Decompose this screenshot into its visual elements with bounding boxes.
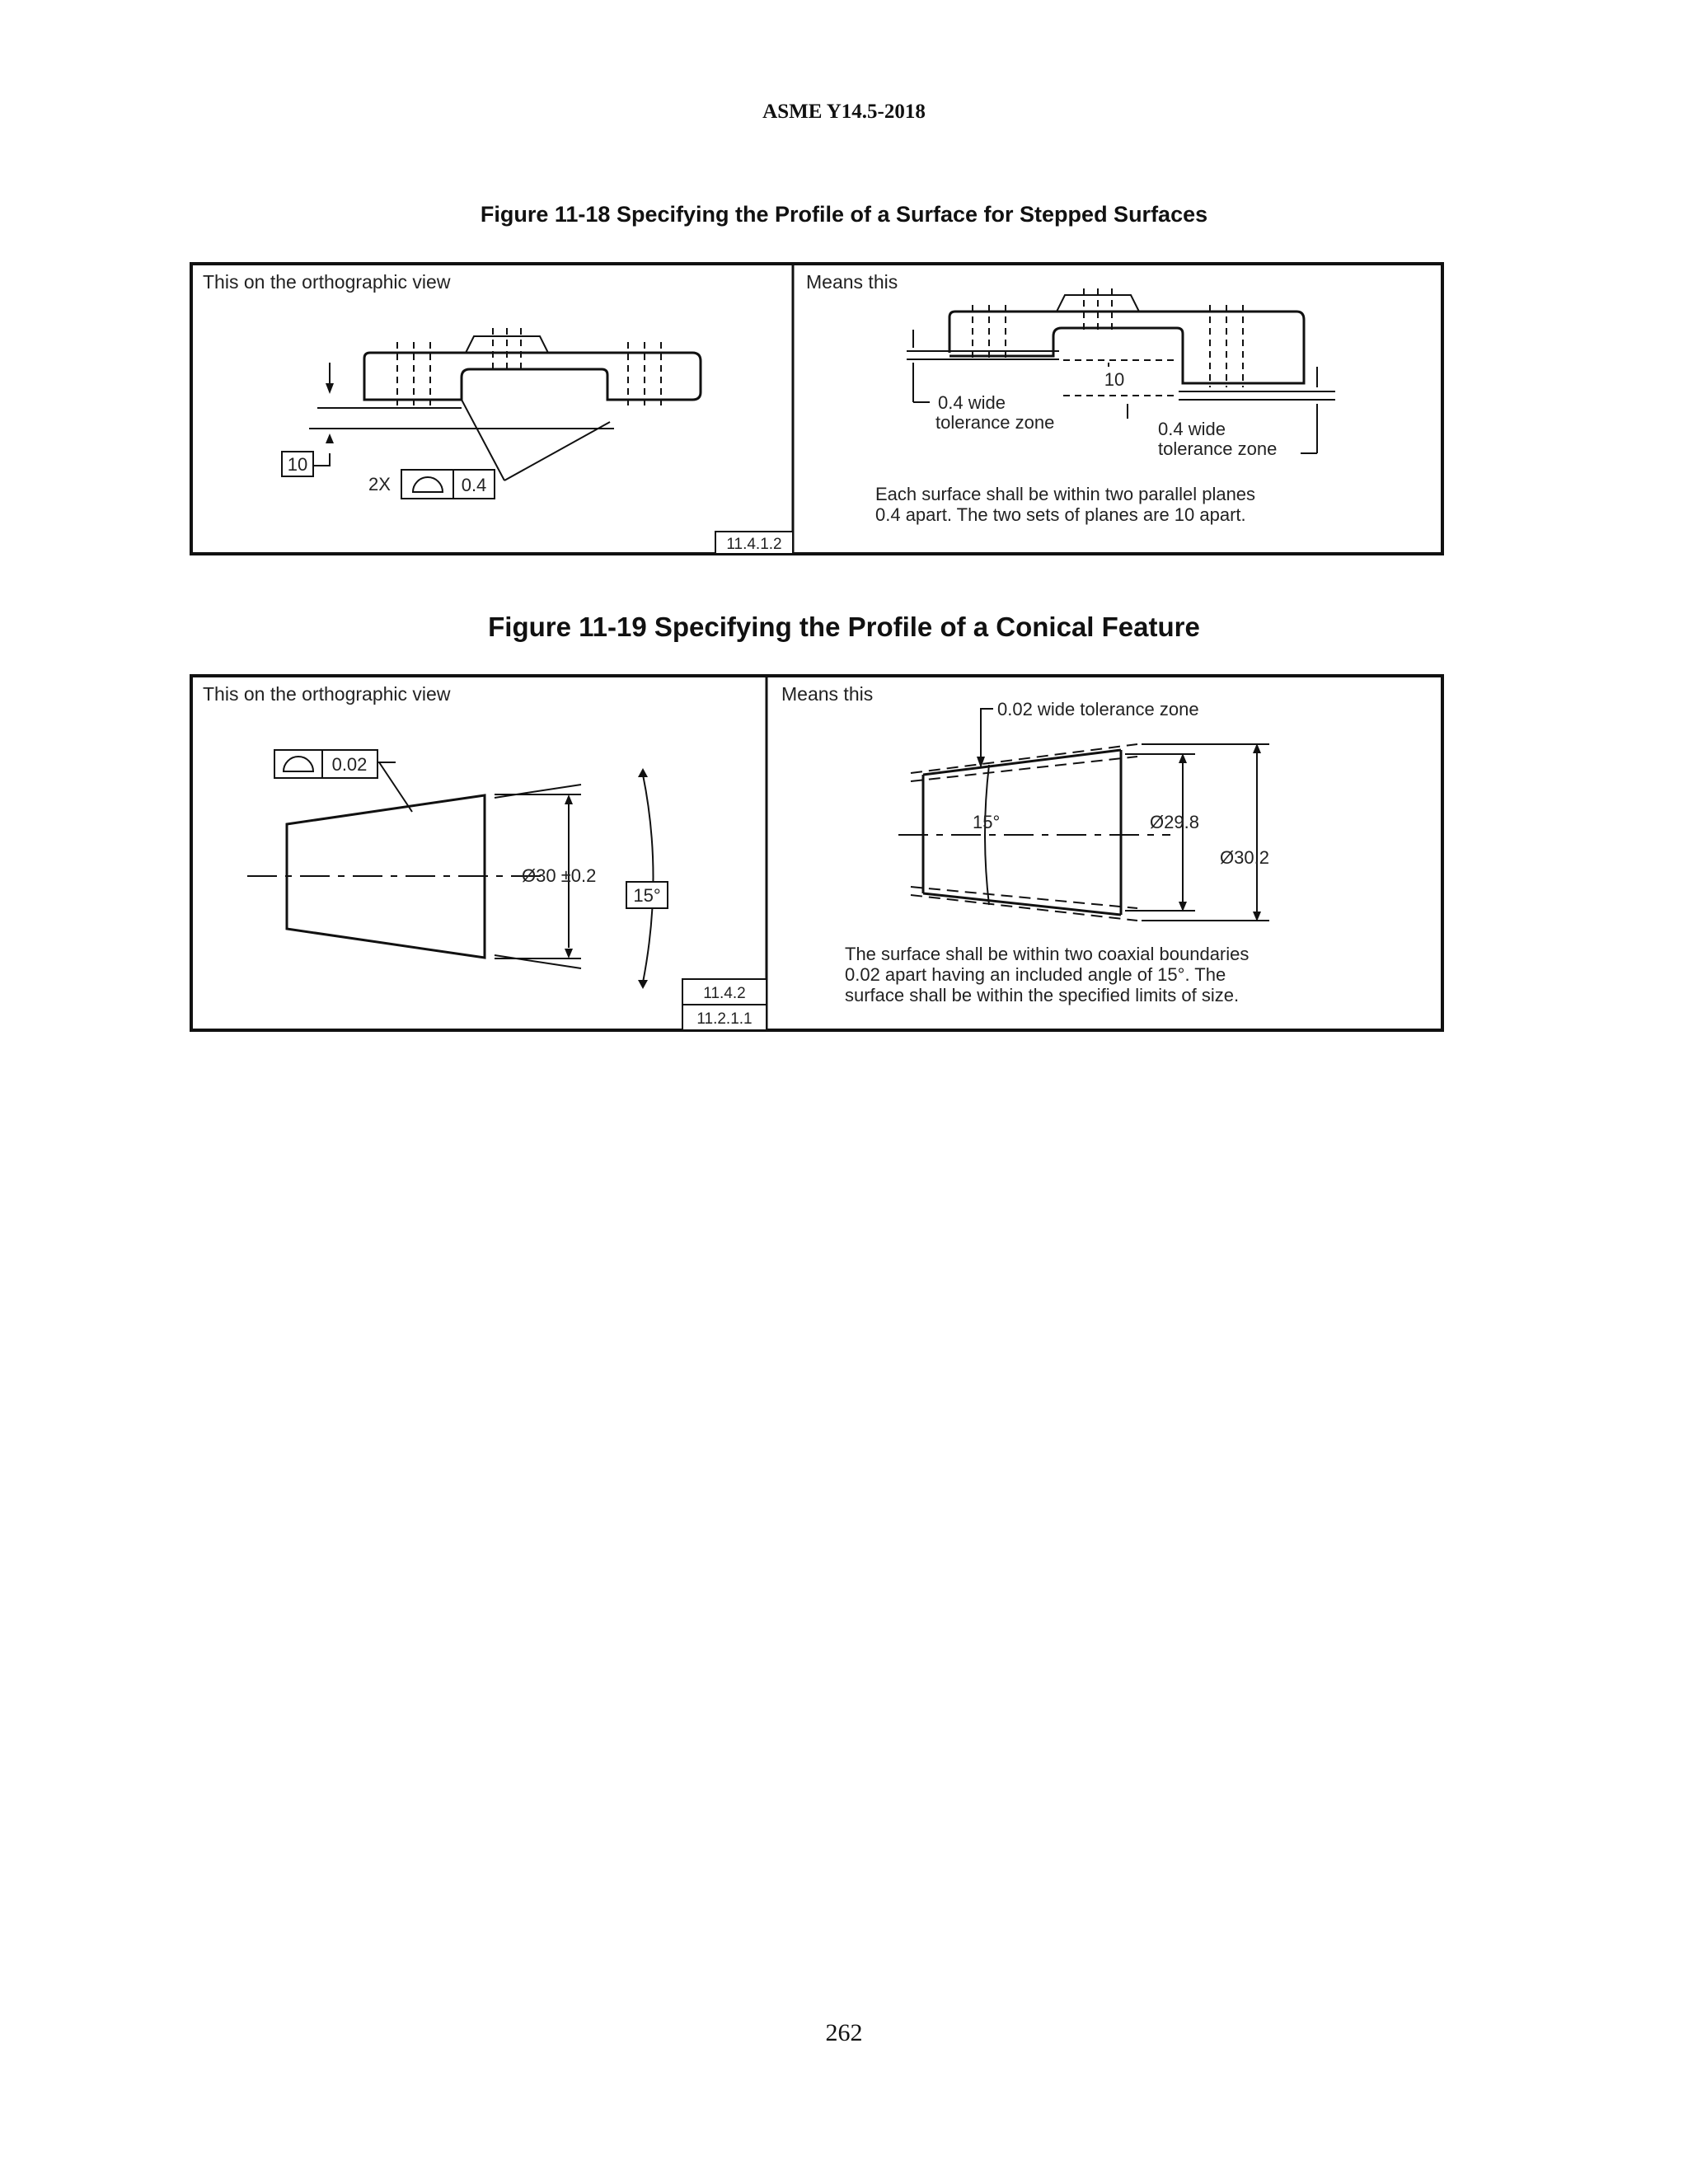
stepped-part-drawing — [309, 328, 701, 480]
figure-11-19 — [0, 659, 1688, 1038]
left-zone-line1: 0.4 wide — [938, 392, 1006, 413]
inner-diameter-label: Ø29.8 — [1150, 812, 1199, 832]
basic-dim-10: 10 — [287, 454, 308, 475]
zone-label: 0.02 wide tolerance zone — [997, 699, 1199, 719]
reference-11-4-1-2: 11.4.1.2 — [726, 536, 782, 553]
multiplier-label: 2X — [368, 474, 391, 494]
right-zone-line1: 0.4 wide — [1158, 419, 1226, 439]
document-header: ASME Y14.5-2018 — [762, 101, 926, 123]
explanation-line2: 0.4 apart. The two sets of planes are 10 apart. — [875, 504, 1246, 525]
explanation-line2: 0.02 apart having an included angle of 15°. The — [845, 964, 1226, 985]
angle-label: 15° — [973, 812, 1001, 832]
diameter-label: Ø30 ±0.2 — [522, 865, 597, 886]
figure-11-18 — [0, 247, 1688, 560]
explanation-line1: The surface shall be within two coaxial boundaries — [845, 944, 1250, 964]
reference-11-2-1-1: 11.2.1.1 — [696, 1010, 753, 1028]
left-caption: This on the orthographic view — [203, 271, 451, 293]
tolerance-value: 0.4 — [461, 475, 487, 495]
right-caption: Means this — [806, 271, 898, 293]
conical-zone-drawing — [898, 709, 1269, 921]
right-dim-10: 10 — [1104, 369, 1125, 390]
left-caption: This on the orthographic view — [203, 683, 451, 705]
outer-diameter-label: Ø30.2 — [1220, 847, 1269, 868]
feature-control-frame — [274, 750, 377, 778]
page-number: 262 — [825, 2019, 863, 2046]
feature-control-frame — [401, 470, 495, 499]
right-caption: Means this — [781, 683, 874, 705]
figure-11-19-title: Figure 11-19 Specifying the Profile of a Conical Feature — [488, 612, 1200, 642]
right-zone-line2: tolerance zone — [1158, 438, 1278, 459]
reference-11-4-2: 11.4.2 — [703, 985, 746, 1002]
explanation-line3: surface shall be within the specified limits of size. — [845, 985, 1240, 1005]
tolerance-value: 0.02 — [331, 754, 368, 775]
left-zone-line2: tolerance zone — [935, 412, 1055, 433]
figure-11-18-title: Figure 11-18 Specifying the Profile of a Surface for Stepped Surfaces — [480, 202, 1208, 227]
basic-angle: 15° — [633, 885, 661, 906]
explanation-line1: Each surface shall be within two parallel planes — [875, 484, 1256, 504]
